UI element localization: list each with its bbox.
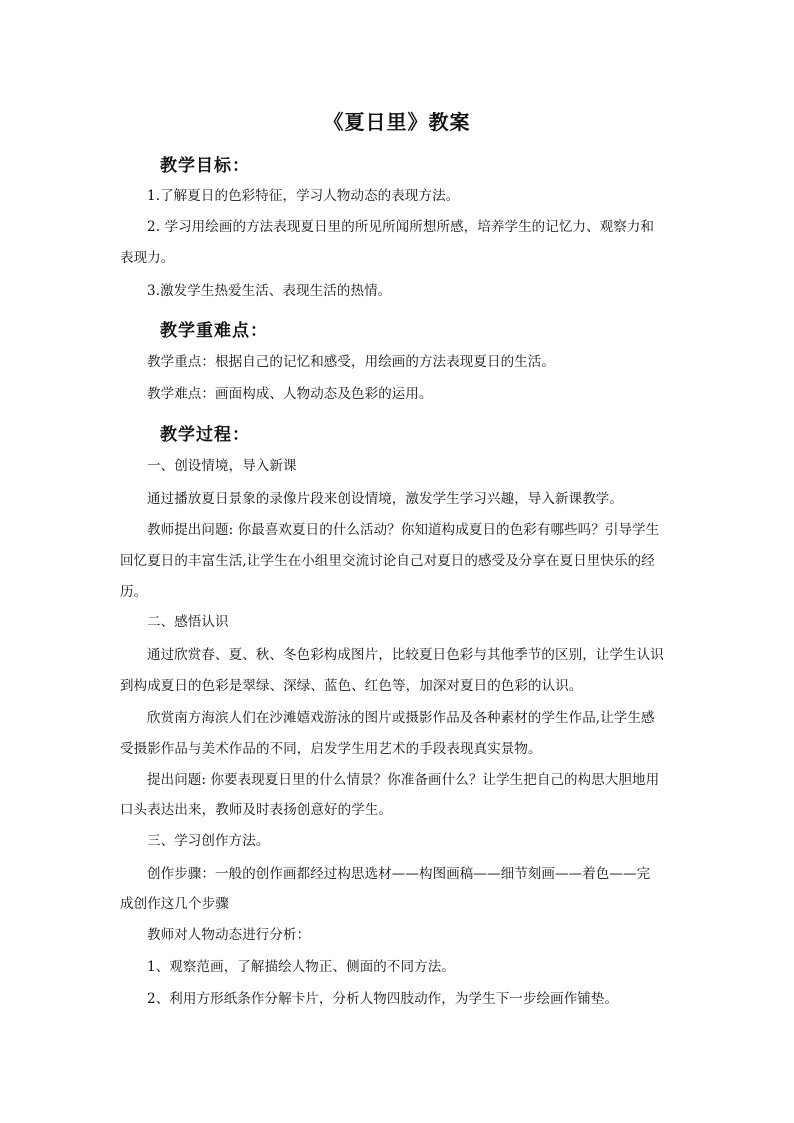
process-line: 1、观察范画，了解描绘人物正、侧面的不同方法。 — [147, 959, 455, 975]
objectives-line-2-cont: 表现力。 — [120, 250, 175, 266]
process-line: 通过欣赏春、夏、秋、冬色彩构成图片，比较夏日色彩与其他季节的区别，让学生认识 — [147, 647, 664, 663]
process-line: 历。 — [120, 584, 148, 600]
process-heading: 教学过程： — [160, 425, 250, 445]
process-line: 创作步骤：一般的创作画都经过构思选材——构图画稿——细节刻画——着色——完 — [147, 866, 651, 882]
process-line: 教师对人物动态进行分析： — [147, 927, 311, 943]
process-line: 成创作这几个步骤 — [120, 896, 229, 912]
objectives-line-3: 3.激发学生热爱生活、表现生活的热情。 — [147, 283, 392, 299]
process-line: 口头表达出来，教师及时表扬创意好的学生。 — [120, 802, 392, 818]
process-step-1-title: 一、创设情境，导入新课 — [147, 458, 297, 474]
process-step-3-title: 三、学习创作方法。 — [147, 833, 270, 849]
process-line: 教师提出问题: 你最喜欢夏日的什么活动？你知道构成夏日的色彩有哪些吗？引导学生 — [147, 522, 660, 538]
process-line: 通过播放夏日景象的录像片段来创设情境，激发学生学习兴趣，导入新课教学。 — [147, 491, 623, 507]
process-line: 欣赏南方海滨人们在沙滩嬉戏游泳的图片或摄影作品及各种素材的学生作品,让学生感 — [147, 710, 655, 726]
key-point-line: 教学重点：根据自己的记忆和感受，用绘画的方法表现夏日的生活。 — [147, 354, 555, 370]
process-step-2-title: 二、感悟认识 — [147, 614, 229, 630]
document-title: 《夏日里》教案 — [323, 110, 471, 134]
objectives-heading: 教学目标： — [160, 156, 250, 176]
process-line: 到构成夏日的色彩是翠绿、深绿、蓝色、红色等，加深对夏日的色彩的认识。 — [120, 678, 583, 694]
process-line: 受摄影作品与美术作品的不同，启发学生用艺术的手段表现真实景物。 — [120, 741, 542, 757]
process-line: 提出问题: 你要表现夏日里的什么情景？你准备画什么？让学生把自己的构思大胆地用 — [147, 772, 660, 788]
objectives-line-1: 1.了解夏日的色彩特征，学习人物动态的表现方法。 — [147, 188, 460, 204]
process-line: 2、利用方形纸条作分解卡片，分析人物四肢动作，为学生下一步绘画作铺垫。 — [147, 991, 619, 1007]
difficult-point-line: 教学难点：画面构成、人物动态及色彩的运用。 — [147, 386, 433, 402]
objectives-line-2: 2. 学习用绘画的方法表现夏日里的所见所闻所想所感，培养学生的记忆力、观察力和 — [147, 219, 655, 235]
key-points-heading: 教学重难点： — [160, 321, 268, 341]
process-line: 回忆夏日的丰富生活,让学生在小组里交流讨论自己对夏日的感受及分享在夏日里快乐的经 — [120, 553, 655, 569]
